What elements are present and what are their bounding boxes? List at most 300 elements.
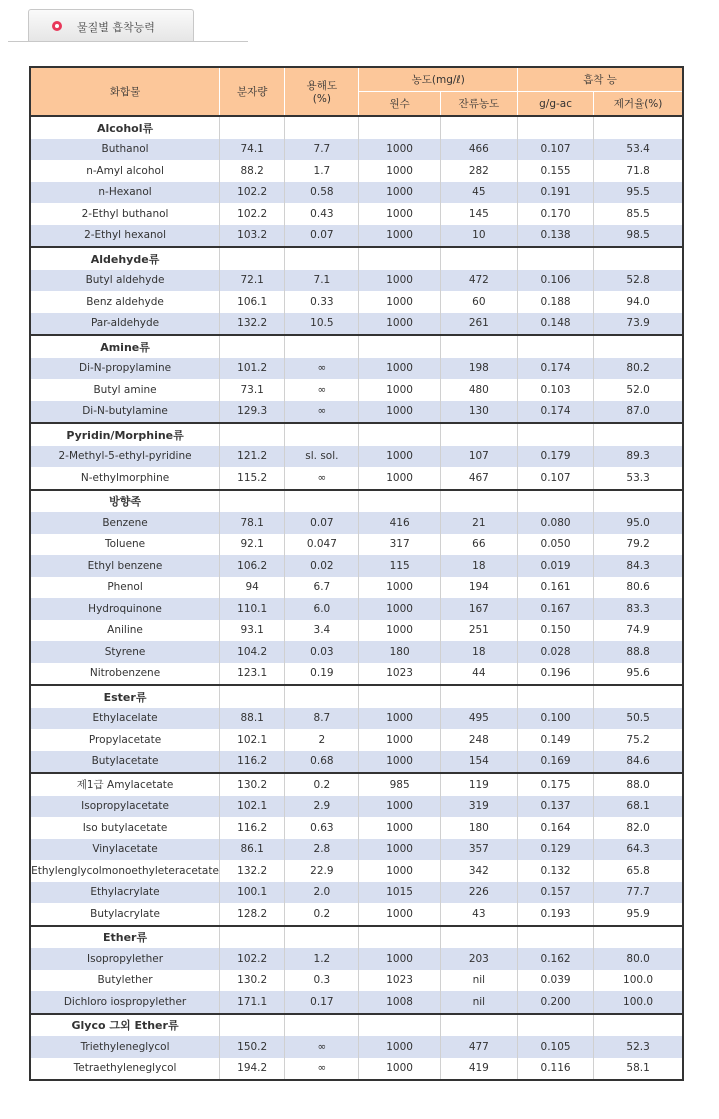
removal-rate-cell: 52.0: [594, 379, 683, 401]
category-row: [30, 1014, 683, 1037]
category-row: [30, 685, 683, 708]
empty-cell: [220, 116, 285, 139]
tab-bar: [8, 9, 248, 43]
empty-cell: [220, 926, 285, 949]
residual-concentration-cell: 226: [440, 882, 517, 904]
original-concentration-cell: 1023: [359, 663, 440, 686]
compound-cell: Butylacetate: [30, 751, 220, 774]
molecular-weight-cell: 115.2: [220, 467, 285, 490]
gac-cell: 0.132: [517, 860, 593, 882]
residual-concentration-cell: 21: [440, 512, 517, 534]
table-row: [30, 598, 683, 620]
gac-cell: 0.170: [517, 203, 593, 225]
removal-rate-cell: 65.8: [594, 860, 683, 882]
table-row: [30, 970, 683, 992]
removal-rate-cell: 80.0: [594, 948, 683, 970]
solubility-cell: 8.7: [285, 708, 359, 730]
solubility-cell: 2.0: [285, 882, 359, 904]
empty-cell: [359, 423, 440, 446]
solubility-cell: ∞: [285, 467, 359, 490]
empty-cell: [285, 423, 359, 446]
molecular-weight-cell: 129.3: [220, 401, 285, 424]
table-row: [30, 948, 683, 970]
residual-concentration-cell: 466: [440, 139, 517, 161]
residual-concentration-cell: 66: [440, 534, 517, 556]
original-concentration-cell: 1000: [359, 446, 440, 468]
molecular-weight-cell: 106.1: [220, 291, 285, 313]
molecular-weight-cell: 72.1: [220, 270, 285, 292]
table-row: [30, 817, 683, 839]
gac-cell: 0.103: [517, 379, 593, 401]
molecular-weight-cell: 150.2: [220, 1036, 285, 1058]
table-row: [30, 641, 683, 663]
empty-cell: [440, 116, 517, 139]
header-solubility: 용해도 (%): [285, 67, 359, 116]
gac-cell: 0.150: [517, 620, 593, 642]
removal-rate-cell: 75.2: [594, 729, 683, 751]
compound-cell: Di-N-butylamine: [30, 401, 220, 424]
solubility-cell: 0.68: [285, 751, 359, 774]
table-row: [30, 773, 683, 796]
original-concentration-cell: 1000: [359, 796, 440, 818]
residual-concentration-cell: 18: [440, 555, 517, 577]
residual-concentration-cell: 18: [440, 641, 517, 663]
original-concentration-cell: 1000: [359, 598, 440, 620]
category-label: Aldehyde류: [30, 247, 220, 270]
category-label: 방향족: [30, 490, 220, 513]
empty-cell: [285, 490, 359, 513]
solubility-cell: 6.0: [285, 598, 359, 620]
compound-cell: 2-Ethyl hexanol: [30, 225, 220, 248]
molecular-weight-cell: 78.1: [220, 512, 285, 534]
empty-cell: [220, 1014, 285, 1037]
molecular-weight-cell: 74.1: [220, 139, 285, 161]
residual-concentration-cell: 282: [440, 160, 517, 182]
empty-cell: [517, 116, 593, 139]
table-row: [30, 729, 683, 751]
molecular-weight-cell: 171.1: [220, 991, 285, 1014]
empty-cell: [440, 685, 517, 708]
table-row: [30, 860, 683, 882]
gac-cell: 0.155: [517, 160, 593, 182]
category-row: [30, 926, 683, 949]
removal-rate-cell: 79.2: [594, 534, 683, 556]
category-row: [30, 247, 683, 270]
compound-cell: Isopropylacetate: [30, 796, 220, 818]
gac-cell: 0.169: [517, 751, 593, 774]
empty-cell: [517, 1014, 593, 1037]
molecular-weight-cell: 102.2: [220, 203, 285, 225]
original-concentration-cell: 1008: [359, 991, 440, 1014]
gac-cell: 0.191: [517, 182, 593, 204]
gac-cell: 0.107: [517, 139, 593, 161]
table-row: [30, 379, 683, 401]
compound-cell: 제1급 Amylacetate: [30, 773, 220, 796]
original-concentration-cell: 1000: [359, 358, 440, 380]
solubility-cell: 1.7: [285, 160, 359, 182]
solubility-cell: 0.43: [285, 203, 359, 225]
empty-cell: [220, 490, 285, 513]
empty-cell: [594, 116, 683, 139]
compound-cell: Nitrobenzene: [30, 663, 220, 686]
gac-cell: 0.137: [517, 796, 593, 818]
solubility-cell: ∞: [285, 1036, 359, 1058]
removal-rate-cell: 82.0: [594, 817, 683, 839]
compound-cell: 2-Methyl-5-ethyl-pyridine: [30, 446, 220, 468]
original-concentration-cell: 416: [359, 512, 440, 534]
empty-cell: [594, 335, 683, 358]
empty-cell: [440, 247, 517, 270]
original-concentration-cell: 1015: [359, 882, 440, 904]
empty-cell: [359, 685, 440, 708]
table-row: [30, 991, 683, 1014]
removal-rate-cell: 68.1: [594, 796, 683, 818]
header-adsorption: 흡착 능: [517, 67, 683, 92]
solubility-cell: 0.03: [285, 641, 359, 663]
table-row: [30, 534, 683, 556]
compound-cell: n-Amyl alcohol: [30, 160, 220, 182]
solubility-cell: sl. sol.: [285, 446, 359, 468]
compound-cell: N-ethylmorphine: [30, 467, 220, 490]
removal-rate-cell: 95.0: [594, 512, 683, 534]
gac-cell: 0.105: [517, 1036, 593, 1058]
solubility-cell: 0.58: [285, 182, 359, 204]
solubility-cell: 0.07: [285, 225, 359, 248]
original-concentration-cell: 1000: [359, 182, 440, 204]
empty-cell: [594, 685, 683, 708]
category-label: Alcohol류: [30, 116, 220, 139]
original-concentration-cell: 1000: [359, 313, 440, 336]
compound-cell: Ethylacelate: [30, 708, 220, 730]
residual-concentration-cell: 248: [440, 729, 517, 751]
original-concentration-cell: 1000: [359, 401, 440, 424]
empty-cell: [285, 1014, 359, 1037]
original-concentration-cell: 1000: [359, 751, 440, 774]
molecular-weight-cell: 123.1: [220, 663, 285, 686]
table-row: [30, 313, 683, 336]
removal-rate-cell: 84.3: [594, 555, 683, 577]
removal-rate-cell: 64.3: [594, 839, 683, 861]
compound-cell: Ethylacrylate: [30, 882, 220, 904]
solubility-cell: 0.17: [285, 991, 359, 1014]
original-concentration-cell: 1000: [359, 291, 440, 313]
residual-concentration-cell: 480: [440, 379, 517, 401]
residual-concentration-cell: 194: [440, 577, 517, 599]
residual-concentration-cell: nil: [440, 991, 517, 1014]
solubility-cell: ∞: [285, 1058, 359, 1081]
empty-cell: [359, 335, 440, 358]
removal-rate-cell: 94.0: [594, 291, 683, 313]
molecular-weight-cell: 132.2: [220, 313, 285, 336]
solubility-cell: 0.07: [285, 512, 359, 534]
tab-adsorption-by-substance[interactable]: [28, 9, 194, 41]
empty-cell: [220, 685, 285, 708]
removal-rate-cell: 87.0: [594, 401, 683, 424]
original-concentration-cell: 1000: [359, 379, 440, 401]
gac-cell: 0.162: [517, 948, 593, 970]
solubility-cell: 1.2: [285, 948, 359, 970]
original-concentration-cell: 1000: [359, 708, 440, 730]
adsorption-table: [29, 66, 684, 1081]
gac-cell: 0.164: [517, 817, 593, 839]
removal-rate-cell: 50.5: [594, 708, 683, 730]
category-label: Amine류: [30, 335, 220, 358]
compound-cell: Butylacrylate: [30, 903, 220, 926]
empty-cell: [594, 490, 683, 513]
original-concentration-cell: 1000: [359, 729, 440, 751]
category-label: Ester류: [30, 685, 220, 708]
removal-rate-cell: 100.0: [594, 991, 683, 1014]
residual-concentration-cell: 495: [440, 708, 517, 730]
empty-cell: [517, 926, 593, 949]
table-row: [30, 182, 683, 204]
molecular-weight-cell: 116.2: [220, 751, 285, 774]
molecular-weight-cell: 102.1: [220, 796, 285, 818]
solubility-cell: ∞: [285, 358, 359, 380]
removal-rate-cell: 80.2: [594, 358, 683, 380]
table-row: [30, 203, 683, 225]
compound-cell: Styrene: [30, 641, 220, 663]
gac-cell: 0.161: [517, 577, 593, 599]
residual-concentration-cell: 472: [440, 270, 517, 292]
compound-cell: Butylether: [30, 970, 220, 992]
gac-cell: 0.107: [517, 467, 593, 490]
original-concentration-cell: 1000: [359, 225, 440, 248]
gac-cell: 0.174: [517, 401, 593, 424]
molecular-weight-cell: 104.2: [220, 641, 285, 663]
original-concentration-cell: 1000: [359, 948, 440, 970]
compound-cell: Iso butylacetate: [30, 817, 220, 839]
removal-rate-cell: 95.9: [594, 903, 683, 926]
residual-concentration-cell: 203: [440, 948, 517, 970]
removal-rate-cell: 52.8: [594, 270, 683, 292]
gac-cell: 0.175: [517, 773, 593, 796]
solubility-cell: 0.2: [285, 903, 359, 926]
table-row: [30, 512, 683, 534]
empty-cell: [359, 116, 440, 139]
solubility-cell: 22.9: [285, 860, 359, 882]
residual-concentration-cell: 467: [440, 467, 517, 490]
table-row: [30, 446, 683, 468]
table-row: [30, 839, 683, 861]
original-concentration-cell: 317: [359, 534, 440, 556]
tab-divider: [8, 41, 248, 42]
residual-concentration-cell: nil: [440, 970, 517, 992]
original-concentration-cell: 115: [359, 555, 440, 577]
solubility-cell: 10.5: [285, 313, 359, 336]
compound-cell: Propylacetate: [30, 729, 220, 751]
solubility-cell: 7.1: [285, 270, 359, 292]
category-row: [30, 335, 683, 358]
residual-concentration-cell: 261: [440, 313, 517, 336]
empty-cell: [285, 116, 359, 139]
original-concentration-cell: 180: [359, 641, 440, 663]
molecular-weight-cell: 102.1: [220, 729, 285, 751]
empty-cell: [440, 926, 517, 949]
removal-rate-cell: 73.9: [594, 313, 683, 336]
compound-cell: Isopropylether: [30, 948, 220, 970]
table-row: [30, 1058, 683, 1081]
empty-cell: [517, 685, 593, 708]
gac-cell: 0.019: [517, 555, 593, 577]
removal-rate-cell: 74.9: [594, 620, 683, 642]
molecular-weight-cell: 94: [220, 577, 285, 599]
residual-concentration-cell: 145: [440, 203, 517, 225]
compound-cell: Hydroquinone: [30, 598, 220, 620]
molecular-weight-cell: 194.2: [220, 1058, 285, 1081]
residual-concentration-cell: 319: [440, 796, 517, 818]
molecular-weight-cell: 73.1: [220, 379, 285, 401]
molecular-weight-cell: 102.2: [220, 182, 285, 204]
molecular-weight-cell: 106.2: [220, 555, 285, 577]
compound-cell: Buthanol: [30, 139, 220, 161]
empty-cell: [594, 247, 683, 270]
category-row: [30, 423, 683, 446]
molecular-weight-cell: 100.1: [220, 882, 285, 904]
gac-cell: 0.200: [517, 991, 593, 1014]
bullet-icon: [52, 21, 62, 31]
original-concentration-cell: 1000: [359, 1036, 440, 1058]
empty-cell: [517, 423, 593, 446]
removal-rate-cell: 77.7: [594, 882, 683, 904]
molecular-weight-cell: 88.1: [220, 708, 285, 730]
original-concentration-cell: 985: [359, 773, 440, 796]
solubility-cell: 0.047: [285, 534, 359, 556]
removal-rate-cell: 80.6: [594, 577, 683, 599]
solubility-cell: 0.19: [285, 663, 359, 686]
original-concentration-cell: 1000: [359, 467, 440, 490]
residual-concentration-cell: 167: [440, 598, 517, 620]
solubility-cell: 3.4: [285, 620, 359, 642]
solubility-cell: 7.7: [285, 139, 359, 161]
original-concentration-cell: 1000: [359, 160, 440, 182]
solubility-cell: ∞: [285, 379, 359, 401]
molecular-weight-cell: 101.2: [220, 358, 285, 380]
original-concentration-cell: 1000: [359, 860, 440, 882]
gac-cell: 0.149: [517, 729, 593, 751]
removal-rate-cell: 85.5: [594, 203, 683, 225]
table-row: [30, 708, 683, 730]
tab-label: 물질별 흡착능력: [77, 21, 155, 34]
table-row: [30, 1036, 683, 1058]
removal-rate-cell: 71.8: [594, 160, 683, 182]
compound-cell: Aniline: [30, 620, 220, 642]
empty-cell: [285, 247, 359, 270]
removal-rate-cell: 58.1: [594, 1058, 683, 1081]
header-concentration: 농도(mg/ℓ): [359, 67, 517, 92]
compound-cell: Butyl aldehyde: [30, 270, 220, 292]
empty-cell: [359, 490, 440, 513]
empty-cell: [220, 423, 285, 446]
header-removal-rate: 제거율(%): [594, 92, 683, 117]
gac-cell: 0.080: [517, 512, 593, 534]
original-concentration-cell: 1000: [359, 620, 440, 642]
empty-cell: [359, 926, 440, 949]
category-label: Ether류: [30, 926, 220, 949]
gac-cell: 0.157: [517, 882, 593, 904]
original-concentration-cell: 1000: [359, 577, 440, 599]
gac-cell: 0.100: [517, 708, 593, 730]
gac-cell: 0.050: [517, 534, 593, 556]
removal-rate-cell: 95.5: [594, 182, 683, 204]
molecular-weight-cell: 132.2: [220, 860, 285, 882]
solubility-cell: ∞: [285, 401, 359, 424]
empty-cell: [285, 685, 359, 708]
table-row: [30, 291, 683, 313]
gac-cell: 0.174: [517, 358, 593, 380]
original-concentration-cell: 1023: [359, 970, 440, 992]
empty-cell: [594, 1014, 683, 1037]
compound-cell: 2-Ethyl buthanol: [30, 203, 220, 225]
header-molecular-weight: 분자량: [220, 67, 285, 116]
molecular-weight-cell: 128.2: [220, 903, 285, 926]
gac-cell: 0.028: [517, 641, 593, 663]
solubility-cell: 0.63: [285, 817, 359, 839]
residual-concentration-cell: 251: [440, 620, 517, 642]
compound-cell: Butyl amine: [30, 379, 220, 401]
residual-concentration-cell: 60: [440, 291, 517, 313]
removal-rate-cell: 88.8: [594, 641, 683, 663]
table-row: [30, 620, 683, 642]
gac-cell: 0.039: [517, 970, 593, 992]
category-row: [30, 116, 683, 139]
residual-concentration-cell: 477: [440, 1036, 517, 1058]
solubility-cell: 0.3: [285, 970, 359, 992]
table-row: [30, 577, 683, 599]
original-concentration-cell: 1000: [359, 839, 440, 861]
molecular-weight-cell: 121.2: [220, 446, 285, 468]
molecular-weight-cell: 88.2: [220, 160, 285, 182]
removal-rate-cell: 53.4: [594, 139, 683, 161]
gac-cell: 0.129: [517, 839, 593, 861]
residual-concentration-cell: 44: [440, 663, 517, 686]
original-concentration-cell: 1000: [359, 203, 440, 225]
empty-cell: [517, 335, 593, 358]
gac-cell: 0.167: [517, 598, 593, 620]
residual-concentration-cell: 10: [440, 225, 517, 248]
solubility-cell: 0.02: [285, 555, 359, 577]
category-row: [30, 490, 683, 513]
residual-concentration-cell: 107: [440, 446, 517, 468]
empty-cell: [440, 335, 517, 358]
gac-cell: 0.148: [517, 313, 593, 336]
header-gac: g/g-ac: [517, 92, 593, 117]
solubility-cell: 2.9: [285, 796, 359, 818]
residual-concentration-cell: 419: [440, 1058, 517, 1081]
residual-concentration-cell: 154: [440, 751, 517, 774]
table-row: [30, 796, 683, 818]
compound-cell: Phenol: [30, 577, 220, 599]
table-row: [30, 903, 683, 926]
table-row: [30, 467, 683, 490]
molecular-weight-cell: 110.1: [220, 598, 285, 620]
empty-cell: [594, 423, 683, 446]
molecular-weight-cell: 116.2: [220, 817, 285, 839]
gac-cell: 0.116: [517, 1058, 593, 1081]
compound-cell: Tetraethyleneglycol: [30, 1058, 220, 1081]
gac-cell: 0.179: [517, 446, 593, 468]
table-row: [30, 139, 683, 161]
empty-cell: [285, 926, 359, 949]
empty-cell: [440, 490, 517, 513]
molecular-weight-cell: 102.2: [220, 948, 285, 970]
empty-cell: [285, 335, 359, 358]
header-original-water: 원수: [359, 92, 440, 117]
compound-cell: Ethylenglycolmonoethyleteracetate: [30, 860, 220, 882]
removal-rate-cell: 89.3: [594, 446, 683, 468]
compound-cell: Toluene: [30, 534, 220, 556]
compound-cell: Di-N-propylamine: [30, 358, 220, 380]
